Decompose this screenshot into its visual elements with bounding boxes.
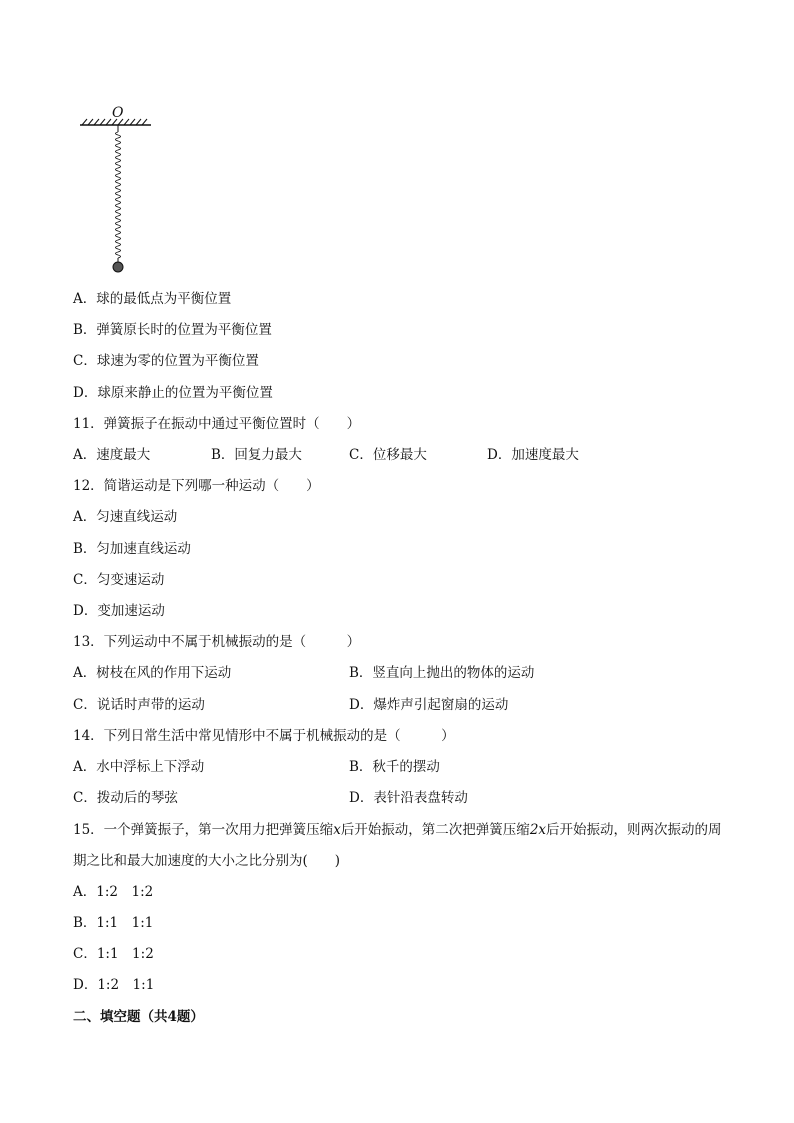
- q14-stem: 14．下列日常生活中常见情形中不属于机械振动的是（ ）: [73, 728, 455, 744]
- q14-option-a[interactable]: A．水中浮标上下浮动: [73, 759, 205, 775]
- q12-stem: 12．简谐运动是下列哪一种运动（ ）: [73, 478, 320, 494]
- q11-option-d[interactable]: D．加速度最大: [487, 447, 579, 463]
- q15-option-c[interactable]: C．1:1 1:2: [73, 946, 154, 962]
- q11-option-b[interactable]: B．回复力最大: [211, 447, 302, 463]
- q13-stem: 13．下列运动中不属于机械振动的是（ ）: [73, 634, 361, 650]
- q13-option-b[interactable]: B．竖直向上抛出的物体的运动: [349, 665, 535, 681]
- spring-oscillator-figure: [78, 104, 158, 279]
- q15-option-b[interactable]: B．1:1 1:1: [73, 915, 154, 931]
- section-2-title: 二、填空题（共4题）: [73, 1009, 204, 1025]
- q13-option-d[interactable]: D．爆炸声引起窗扇的运动: [349, 697, 509, 713]
- q15-stem-part1: 15．一个弹簧振子，第一次用力把弹簧压缩: [73, 822, 334, 838]
- ball: [113, 262, 123, 272]
- q12-option-b[interactable]: B．匀加速直线运动: [73, 541, 191, 557]
- q14-option-d[interactable]: D．表针沿表盘转动: [349, 790, 468, 806]
- q12-option-c[interactable]: C．匀变速运动: [73, 572, 165, 588]
- q15-option-d[interactable]: D．1:2 1:1: [73, 977, 155, 993]
- q12-option-d[interactable]: D．变加速运动: [73, 603, 165, 619]
- q10-option-c[interactable]: C．球速为零的位置为平衡位置: [73, 353, 259, 369]
- q13-option-a[interactable]: A．树枝在风的作用下运动: [73, 665, 232, 681]
- q15-var-2x: 2x: [529, 822, 547, 838]
- q15-stem: [73, 815, 733, 877]
- q10-option-b[interactable]: B．弹簧原长时的位置为平衡位置: [73, 322, 272, 338]
- q11-stem: 11．弹簧振子在振动中通过平衡位置时（ ）: [73, 416, 361, 432]
- q14-option-b[interactable]: B．秋千的摆动: [349, 759, 440, 775]
- q15-var-x: x: [333, 822, 341, 838]
- q14-option-c[interactable]: C．拨动后的琴弦: [73, 790, 178, 806]
- q10-option-a[interactable]: A．球的最低点为平衡位置: [73, 291, 232, 307]
- q15-stem-part3: 后开始振动，则两次振动的周期之比和最大加速度的大小之比分别为( ): [73, 822, 722, 869]
- q15-option-a[interactable]: A．1:2 1:2: [73, 884, 154, 900]
- q12-option-a[interactable]: A．匀速直线运动: [73, 509, 178, 525]
- pivot-label-o: O: [112, 105, 124, 121]
- q10-option-d[interactable]: D．球原来静止的位置为平衡位置: [73, 385, 273, 401]
- q15-stem-part2: 后开始振动，第二次把弹簧压缩: [340, 822, 530, 838]
- q11-option-a[interactable]: A．速度最大: [73, 447, 151, 463]
- spring-coil: [116, 132, 121, 258]
- q13-option-c[interactable]: C．说话时声带的运动: [73, 697, 205, 713]
- q11-option-c[interactable]: C．位移最大: [349, 447, 427, 463]
